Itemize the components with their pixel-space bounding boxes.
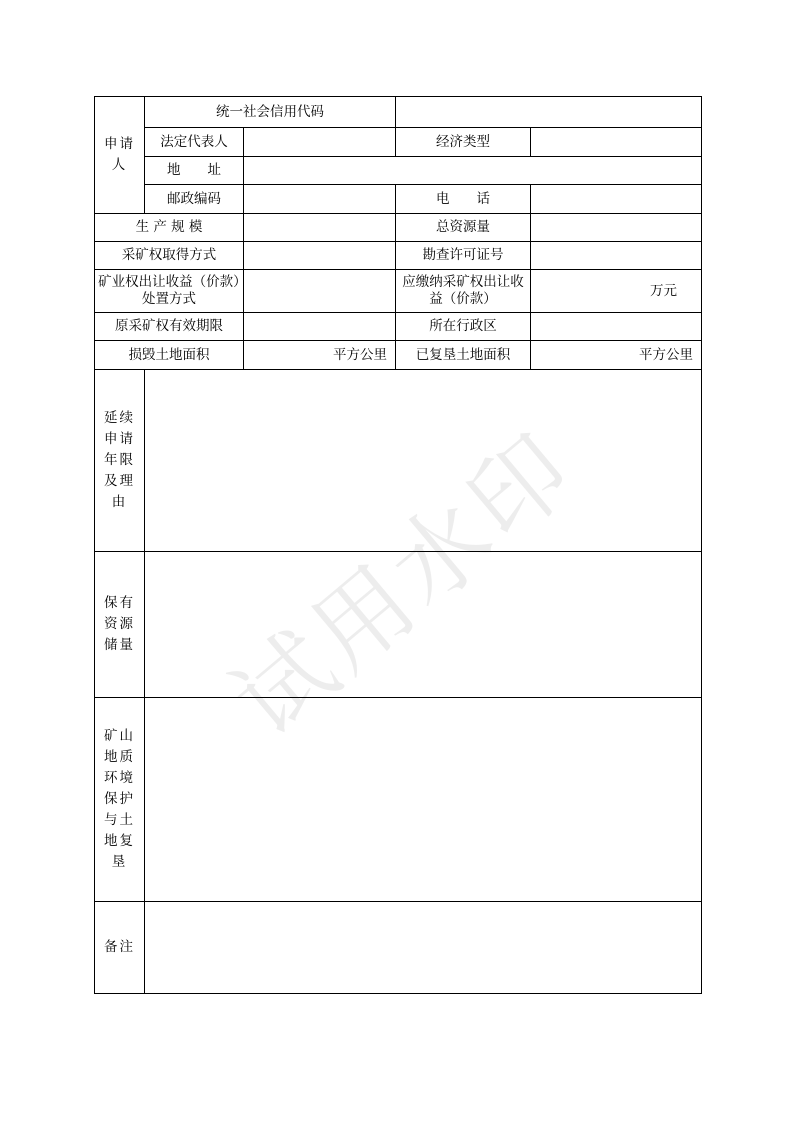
admin-region-label: 所在行政区 bbox=[396, 313, 531, 341]
damaged-area-field[interactable]: 平方公里 bbox=[244, 341, 396, 370]
address-label: 地 址 bbox=[145, 157, 244, 185]
postal-code-label: 邮政编码 bbox=[145, 185, 244, 214]
watermark: 试用水印 bbox=[212, 410, 598, 759]
reserves-field[interactable] bbox=[145, 552, 702, 698]
remarks-label: 备注 bbox=[95, 902, 145, 994]
acquisition-method-label: 采矿权取得方式 bbox=[95, 242, 244, 270]
environment-label: 矿山地质环境保护与土地复垦 bbox=[95, 698, 145, 902]
payable-income-label: 应缴纳采矿权出让收益（价款） bbox=[396, 270, 531, 313]
extension-label: 延续申请年限及理由 bbox=[95, 370, 145, 552]
environment-field[interactable] bbox=[145, 698, 702, 902]
damaged-area-label: 损毁土地面积 bbox=[95, 341, 244, 370]
address-field[interactable] bbox=[244, 157, 702, 185]
original-validity-field[interactable] bbox=[244, 313, 396, 341]
payable-income-field[interactable]: 万元 bbox=[531, 270, 702, 313]
acquisition-method-field[interactable] bbox=[244, 242, 396, 270]
reclaimed-area-field[interactable]: 平方公里 bbox=[531, 341, 702, 370]
credit-code-field[interactable] bbox=[396, 97, 702, 128]
production-scale-field[interactable] bbox=[244, 214, 396, 242]
transfer-disposal-label: 矿业权出让收益（价款）处置方式 bbox=[95, 270, 244, 313]
production-scale-label: 生 产 规 模 bbox=[95, 214, 244, 242]
legal-rep-field[interactable] bbox=[244, 128, 396, 157]
economic-type-label: 经济类型 bbox=[396, 128, 531, 157]
reserves-label: 保有资源储量 bbox=[95, 552, 145, 698]
exploration-permit-label: 勘查许可证号 bbox=[396, 242, 531, 270]
credit-code-label: 统一社会信用代码 bbox=[145, 97, 396, 128]
phone-label: 电 话 bbox=[396, 185, 531, 214]
legal-rep-label: 法定代表人 bbox=[145, 128, 244, 157]
total-resource-label: 总资源量 bbox=[396, 214, 531, 242]
original-validity-label: 原采矿权有效期限 bbox=[95, 313, 244, 341]
postal-code-field[interactable] bbox=[244, 185, 396, 214]
economic-type-field[interactable] bbox=[531, 128, 702, 157]
exploration-permit-field[interactable] bbox=[531, 242, 702, 270]
phone-field[interactable] bbox=[531, 185, 702, 214]
mining-permit-extension-form bbox=[94, 96, 702, 994]
admin-region-field[interactable] bbox=[531, 313, 702, 341]
total-resource-field[interactable] bbox=[531, 214, 702, 242]
extension-field[interactable] bbox=[145, 370, 702, 552]
transfer-disposal-field[interactable] bbox=[244, 270, 396, 313]
remarks-field[interactable] bbox=[145, 902, 702, 994]
applicant-group-label: 申请人 bbox=[95, 97, 145, 214]
reclaimed-area-label: 已复垦土地面积 bbox=[396, 341, 531, 370]
